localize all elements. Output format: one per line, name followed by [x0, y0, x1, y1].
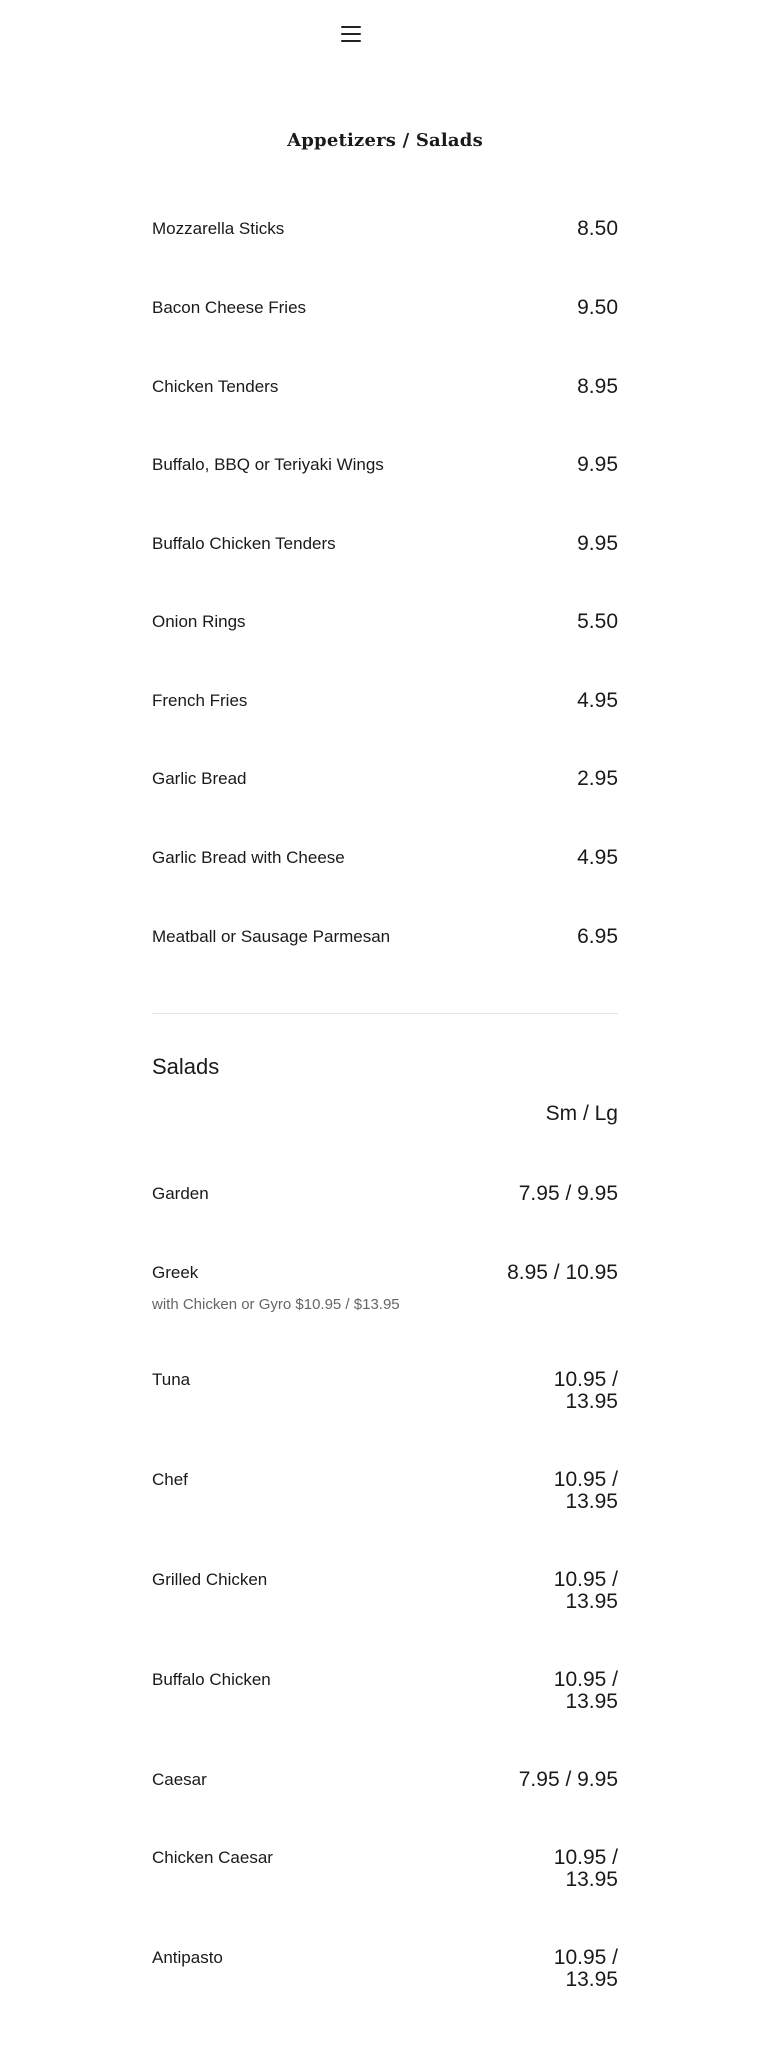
item-price: 10.95 / 13.95 — [553, 1368, 618, 1413]
item-price: 10.95 / 13.95 — [553, 1468, 618, 1513]
menu-item — [152, 1847, 618, 1891]
menu-item — [152, 218, 618, 240]
item-name: Buffalo, BBQ or Teriyaki Wings — [152, 455, 384, 474]
item-price: 8.95 — [577, 375, 618, 398]
item-price: 9.50 — [577, 296, 618, 319]
menu-item — [152, 1262, 618, 1313]
menu-item — [152, 533, 618, 555]
item-name: Buffalo Chicken Tenders — [152, 534, 336, 553]
item-name: Grilled Chicken — [152, 1570, 268, 1589]
menu-item — [152, 376, 618, 398]
menu-item — [152, 1183, 618, 1205]
menu-item — [152, 768, 618, 790]
item-price: 10.95 / 13.95 — [553, 1668, 618, 1713]
item-name: Tuna — [152, 1370, 191, 1389]
item-price: 2.95 — [577, 767, 618, 790]
item-price: 8.50 — [577, 217, 618, 240]
item-name: Antipasto — [152, 1948, 223, 1967]
menu-item — [152, 1469, 618, 1513]
item-price: 6.95 — [577, 925, 618, 948]
size-header: Sm / Lg — [545, 1102, 618, 1125]
menu-item — [152, 1669, 618, 1713]
item-price: 8.95 / 10.95 — [507, 1261, 618, 1284]
item-price: 9.95 — [577, 532, 618, 555]
item-name: Bacon Cheese Fries — [152, 298, 307, 317]
menu-item — [152, 297, 618, 319]
item-name: Garlic Bread — [152, 769, 247, 788]
item-name: Meatball or Sausage Parmesan — [152, 927, 391, 946]
item-name: Chicken Tenders — [152, 377, 279, 396]
page-title: Appetizers / Salads — [287, 130, 483, 151]
item-price: 10.95 / 13.95 — [553, 1568, 618, 1613]
item-name: French Fries — [152, 691, 248, 710]
item-name: Garlic Bread with Cheese — [152, 848, 345, 867]
section-divider — [152, 1013, 618, 1014]
item-name: Onion Rings — [152, 612, 246, 631]
menu-item — [152, 1369, 618, 1413]
menu-item — [152, 690, 618, 712]
menu-item — [152, 1769, 618, 1791]
item-price: 10.95 / 13.95 — [553, 1846, 618, 1891]
item-price: 9.95 — [577, 453, 618, 476]
menu-item — [152, 847, 618, 869]
item-name: Caesar — [152, 1770, 207, 1789]
menu-item — [152, 926, 618, 948]
hamburger-line — [341, 26, 361, 28]
item-note: with Chicken or Gyro $10.95 / $13.95 — [152, 1296, 400, 1313]
item-price: 7.95 / 9.95 — [518, 1768, 618, 1791]
menu-item — [152, 611, 618, 633]
item-name: Garden — [152, 1184, 209, 1203]
menu-item — [152, 1947, 618, 1991]
item-name: Mozzarella Sticks — [152, 219, 285, 238]
hamburger-menu-icon[interactable] — [341, 26, 361, 42]
item-price: 4.95 — [577, 846, 618, 869]
item-price: 10.95 / 13.95 — [553, 1946, 618, 1991]
item-name: Chef — [152, 1470, 188, 1489]
hamburger-line — [341, 33, 361, 35]
item-price: 5.50 — [577, 610, 618, 633]
item-name: Buffalo Chicken — [152, 1670, 271, 1689]
menu-item — [152, 454, 618, 476]
item-price: 4.95 — [577, 689, 618, 712]
menu-item — [152, 1569, 618, 1613]
hamburger-line — [341, 40, 361, 42]
section-title-salads: Salads — [152, 1054, 220, 1079]
top-bar — [0, 0, 770, 72]
item-name: Greek — [152, 1263, 199, 1282]
item-name: Chicken Caesar — [152, 1848, 273, 1867]
item-price: 7.95 / 9.95 — [518, 1182, 618, 1205]
